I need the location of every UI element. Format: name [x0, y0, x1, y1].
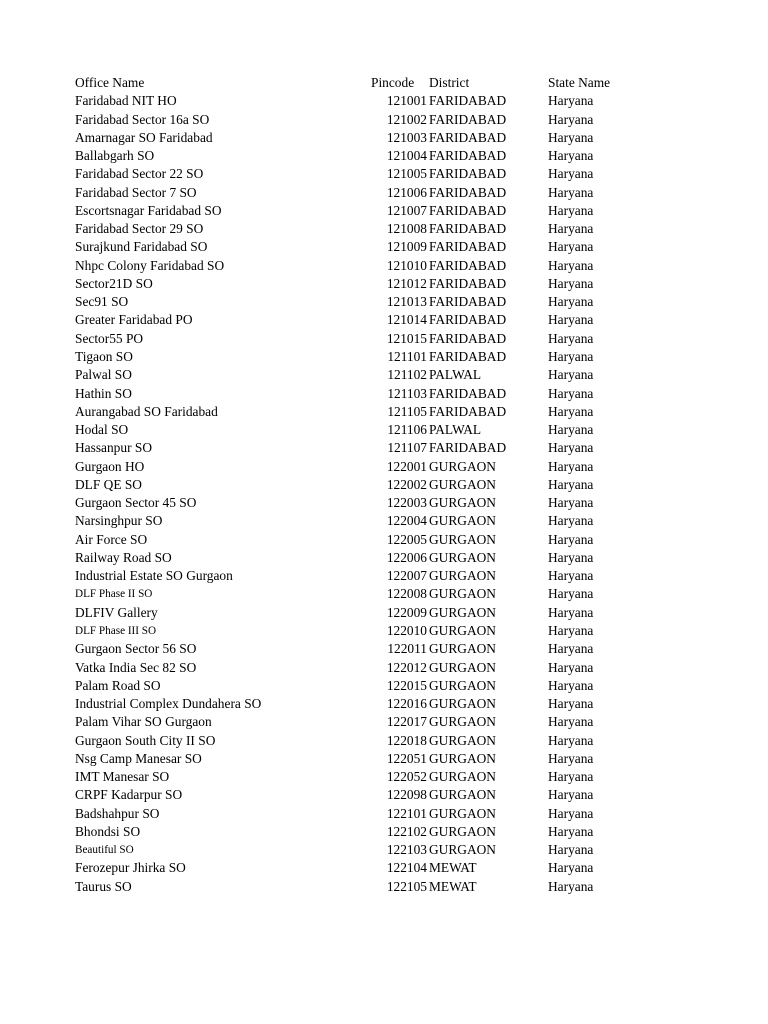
table-row: [75, 768, 635, 786]
table-row: [75, 640, 635, 658]
table-row: [75, 275, 635, 293]
table-row: [75, 786, 635, 804]
table-row: [75, 348, 635, 366]
cell-office-name: DLF QE SO: [75, 476, 142, 492]
cell-state-name: Haryana: [548, 348, 594, 364]
cell-district: FARIDABAD: [429, 129, 507, 145]
table-row: [75, 732, 635, 750]
cell-state-name: Haryana: [548, 148, 594, 164]
cell-pincode: 121101: [387, 348, 427, 364]
cell-state-name: Haryana: [548, 495, 594, 511]
cell-state-name: Haryana: [548, 732, 594, 748]
cell-office-name: Taurus SO: [75, 878, 132, 894]
table-row: [75, 531, 635, 549]
cell-district: GURGAON: [429, 513, 496, 529]
cell-district: GURGAON: [429, 732, 496, 748]
cell-office-name: CRPF Kadarpur SO: [75, 787, 183, 803]
cell-state-name: Haryana: [548, 604, 594, 620]
cell-state-name: Haryana: [548, 330, 594, 346]
cell-pincode: 122009: [386, 604, 427, 620]
table-row: [75, 129, 635, 147]
cell-district: GURGAON: [429, 805, 496, 821]
cell-district: FARIDABAD: [429, 148, 507, 164]
cell-pincode: 121004: [386, 148, 427, 164]
cell-district: GURGAON: [429, 476, 496, 492]
cell-office-name: Narsinghpur SO: [75, 513, 163, 529]
cell-district: GURGAON: [429, 549, 496, 565]
cell-office-name: Sector21D SO: [75, 275, 153, 291]
cell-district: FARIDABAD: [429, 312, 507, 328]
cell-office-name: Faridabad Sector 29 SO: [75, 221, 204, 237]
cell-pincode: 122104: [386, 860, 427, 876]
table-row: [75, 677, 635, 695]
cell-pincode: 122102: [386, 823, 427, 839]
cell-state-name: Haryana: [548, 531, 594, 547]
cell-district: GURGAON: [429, 787, 496, 803]
cell-state-name: Haryana: [548, 787, 594, 803]
cell-office-name: Air Force SO: [75, 531, 148, 547]
cell-district: FARIDABAD: [429, 403, 507, 419]
table-row: [75, 859, 635, 877]
cell-district: FARIDABAD: [429, 221, 507, 237]
cell-office-name: Palam Vihar SO Gurgaon: [75, 714, 212, 730]
table-row: [75, 330, 635, 348]
table-row: [75, 439, 635, 457]
cell-office-name: Gurgaon Sector 45 SO: [75, 495, 197, 511]
cell-state-name: Haryana: [548, 476, 594, 492]
cell-pincode: 121009: [386, 239, 427, 255]
table-row: [75, 841, 635, 859]
table-header-row: [75, 74, 635, 92]
cell-pincode: 121106: [387, 422, 427, 438]
cell-office-name: Gurgaon Sector 56 SO: [75, 641, 197, 657]
cell-office-name: Palwal SO: [75, 367, 132, 383]
cell-state-name: Haryana: [548, 166, 594, 182]
cell-district: GURGAON: [429, 769, 496, 785]
cell-district: FARIDABAD: [429, 257, 507, 273]
cell-pincode: 121012: [386, 275, 427, 291]
cell-pincode: 122008: [386, 586, 427, 602]
cell-pincode: 121006: [386, 184, 427, 200]
table-row: [75, 311, 635, 329]
cell-state-name: Haryana: [548, 714, 594, 730]
cell-office-name: Faridabad NIT HO: [75, 93, 177, 109]
cell-district: GURGAON: [429, 842, 496, 858]
cell-pincode: 122006: [386, 549, 427, 565]
table-row: [75, 165, 635, 183]
cell-state-name: Haryana: [548, 275, 594, 291]
cell-district: GURGAON: [429, 696, 496, 712]
table-row: [75, 293, 635, 311]
cell-state-name: Haryana: [548, 129, 594, 145]
cell-district: FARIDABAD: [429, 348, 507, 364]
cell-district: GURGAON: [429, 495, 496, 511]
table-row: [75, 494, 635, 512]
cell-office-name: IMT Manesar SO: [75, 769, 170, 785]
cell-pincode: 121008: [386, 221, 427, 237]
cell-office-name: Faridabad Sector 7 SO: [75, 184, 197, 200]
cell-state-name: Haryana: [548, 622, 594, 638]
cell-pincode: 122017: [386, 714, 427, 730]
cell-office-name: Amarnagar SO Faridabad: [75, 129, 213, 145]
cell-district: GURGAON: [429, 677, 496, 693]
cell-district: GURGAON: [429, 823, 496, 839]
cell-state-name: Haryana: [548, 385, 594, 401]
table-row: [75, 111, 635, 129]
cell-state-name: Haryana: [548, 823, 594, 839]
cell-district: FARIDABAD: [429, 275, 507, 291]
table-row: [75, 238, 635, 256]
cell-pincode: 122002: [386, 476, 427, 492]
cell-district: PALWAL: [429, 367, 482, 383]
cell-office-name: Ballabgarh SO: [75, 148, 155, 164]
table-row: [75, 750, 635, 768]
cell-district: GURGAON: [429, 604, 496, 620]
table-row: [75, 512, 635, 530]
cell-district: MEWAT: [429, 860, 477, 876]
cell-office-name: Faridabad Sector 16a SO: [75, 111, 210, 127]
cell-pincode: 121013: [386, 294, 427, 310]
cell-office-name: Sec91 SO: [75, 294, 129, 310]
table-row: [75, 823, 635, 841]
cell-district: FARIDABAD: [429, 184, 507, 200]
table-row: [75, 385, 635, 403]
post-office-table: [75, 74, 635, 896]
cell-state-name: Haryana: [548, 842, 594, 858]
cell-office-name: Gurgaon South City II SO: [75, 732, 216, 748]
cell-office-name: Hathin SO: [75, 385, 132, 401]
cell-office-name: Bhondsi SO: [75, 823, 141, 839]
cell-office-name: Railway Road SO: [75, 549, 172, 565]
table-row: [75, 659, 635, 677]
cell-state-name: Haryana: [548, 549, 594, 565]
cell-district: GURGAON: [429, 586, 496, 602]
cell-office-name: Industrial Estate SO Gurgaon: [75, 568, 233, 584]
table-row: [75, 220, 635, 238]
cell-office-name: Palam Road SO: [75, 677, 161, 693]
cell-office-name: Industrial Complex Dundahera SO: [75, 696, 262, 712]
cell-pincode: 122001: [386, 458, 427, 474]
table-row: [75, 622, 635, 640]
cell-pincode: 122015: [386, 677, 427, 693]
cell-state-name: Haryana: [548, 239, 594, 255]
cell-office-name: Badshahpur SO: [75, 805, 160, 821]
cell-pincode: 122098: [386, 787, 427, 803]
cell-pincode: 121002: [386, 111, 427, 127]
cell-district: FARIDABAD: [429, 294, 507, 310]
table-body: [75, 92, 635, 896]
cell-office-name: Escortsnagar Faridabad SO: [75, 202, 222, 218]
cell-pincode: 122010: [386, 622, 427, 638]
cell-district: FARIDABAD: [429, 166, 507, 182]
cell-state-name: Haryana: [548, 257, 594, 273]
cell-state-name: Haryana: [548, 696, 594, 712]
cell-state-name: Haryana: [548, 221, 594, 237]
cell-state-name: Haryana: [548, 513, 594, 529]
cell-office-name: Hodal SO: [75, 422, 129, 438]
cell-district: GURGAON: [429, 750, 496, 766]
cell-pincode: 121007: [386, 202, 427, 218]
cell-pincode: 121103: [387, 385, 427, 401]
cell-district: FARIDABAD: [429, 202, 507, 218]
cell-pincode: 122051: [386, 750, 427, 766]
cell-pincode: 122018: [386, 732, 427, 748]
cell-district: GURGAON: [429, 458, 496, 474]
table-row: [75, 147, 635, 165]
cell-district: FARIDABAD: [429, 239, 507, 255]
table-row: [75, 366, 635, 384]
cell-state-name: Haryana: [548, 750, 594, 766]
cell-district: FARIDABAD: [429, 440, 507, 456]
cell-state-name: Haryana: [548, 677, 594, 693]
cell-state-name: Haryana: [548, 659, 594, 675]
cell-pincode: 121010: [386, 257, 427, 273]
cell-pincode: 122004: [386, 513, 427, 529]
table-row: [75, 585, 635, 603]
cell-state-name: Haryana: [548, 440, 594, 456]
cell-district: GURGAON: [429, 622, 496, 638]
cell-office-name: Gurgaon HO: [75, 458, 145, 474]
header-pincode: Pincode: [371, 75, 415, 90]
cell-office-name: DLF Phase III SO: [75, 624, 157, 637]
cell-state-name: Haryana: [548, 111, 594, 127]
cell-district: GURGAON: [429, 659, 496, 675]
cell-state-name: Haryana: [548, 805, 594, 821]
cell-office-name: Greater Faridabad PO: [75, 312, 193, 328]
cell-pincode: 121001: [386, 93, 427, 109]
cell-district: FARIDABAD: [429, 111, 507, 127]
table-row: [75, 257, 635, 275]
cell-pincode: 122007: [386, 568, 427, 584]
cell-office-name: Hassanpur SO: [75, 440, 152, 456]
cell-state-name: Haryana: [548, 184, 594, 200]
table-row: [75, 567, 635, 585]
cell-pincode: 121102: [387, 367, 427, 383]
cell-district: MEWAT: [429, 878, 477, 894]
cell-pincode: 121105: [387, 403, 427, 419]
table-row: [75, 421, 635, 439]
header-district: District: [429, 75, 470, 90]
cell-state-name: Haryana: [548, 568, 594, 584]
cell-state-name: Haryana: [548, 93, 594, 109]
cell-district: FARIDABAD: [429, 93, 507, 109]
cell-pincode: 121003: [386, 129, 427, 145]
cell-state-name: Haryana: [548, 641, 594, 657]
cell-state-name: Haryana: [548, 312, 594, 328]
cell-pincode: 122011: [387, 641, 427, 657]
cell-office-name: Surajkund Faridabad SO: [75, 239, 208, 255]
cell-pincode: 122052: [386, 769, 427, 785]
table-row: [75, 476, 635, 494]
cell-state-name: Haryana: [548, 294, 594, 310]
cell-office-name: Nsg Camp Manesar SO: [75, 750, 202, 766]
cell-state-name: Haryana: [548, 202, 594, 218]
cell-district: FARIDABAD: [429, 330, 507, 346]
cell-pincode: 122003: [386, 495, 427, 511]
table-row: [75, 604, 635, 622]
cell-office-name: Tigaon SO: [75, 348, 133, 364]
cell-pincode: 121014: [386, 312, 427, 328]
table-row: [75, 695, 635, 713]
cell-pincode: 122105: [386, 878, 427, 894]
cell-office-name: Aurangabad SO Faridabad: [75, 403, 218, 419]
table-row: [75, 713, 635, 731]
cell-office-name: Nhpc Colony Faridabad SO: [75, 257, 225, 273]
cell-pincode: 122103: [386, 842, 427, 858]
cell-state-name: Haryana: [548, 367, 594, 383]
cell-state-name: Haryana: [548, 878, 594, 894]
table-row: [75, 549, 635, 567]
cell-state-name: Haryana: [548, 586, 594, 602]
cell-office-name: DLFIV Gallery: [75, 604, 158, 620]
table-row: [75, 202, 635, 220]
table-row: [75, 458, 635, 476]
table-row: [75, 805, 635, 823]
cell-office-name: Ferozepur Jhirka SO: [75, 860, 186, 876]
cell-state-name: Haryana: [548, 422, 594, 438]
cell-pincode: 122101: [386, 805, 427, 821]
table-row: [75, 403, 635, 421]
cell-state-name: Haryana: [548, 458, 594, 474]
cell-pincode: 121107: [387, 440, 427, 456]
cell-district: GURGAON: [429, 641, 496, 657]
table-row: [75, 878, 635, 896]
cell-pincode: 121005: [386, 166, 427, 182]
cell-district: PALWAL: [429, 422, 482, 438]
cell-office-name: DLF Phase II SO: [75, 588, 153, 601]
cell-district: GURGAON: [429, 531, 496, 547]
cell-office-name: Vatka India Sec 82 SO: [75, 659, 197, 675]
header-state-name: State Name: [548, 75, 611, 90]
cell-pincode: 121015: [386, 330, 427, 346]
table-row: [75, 92, 635, 110]
cell-state-name: Haryana: [548, 403, 594, 419]
cell-state-name: Haryana: [548, 860, 594, 876]
cell-district: FARIDABAD: [429, 385, 507, 401]
header-office-name: Office Name: [75, 75, 145, 90]
cell-office-name: Faridabad Sector 22 SO: [75, 166, 204, 182]
cell-district: GURGAON: [429, 714, 496, 730]
table-row: [75, 184, 635, 202]
cell-state-name: Haryana: [548, 769, 594, 785]
cell-pincode: 122012: [386, 659, 427, 675]
cell-office-name: Beautiful SO: [75, 844, 134, 857]
cell-pincode: 122016: [386, 696, 427, 712]
cell-pincode: 122005: [386, 531, 427, 547]
cell-office-name: Sector55 PO: [75, 330, 144, 346]
cell-district: GURGAON: [429, 568, 496, 584]
